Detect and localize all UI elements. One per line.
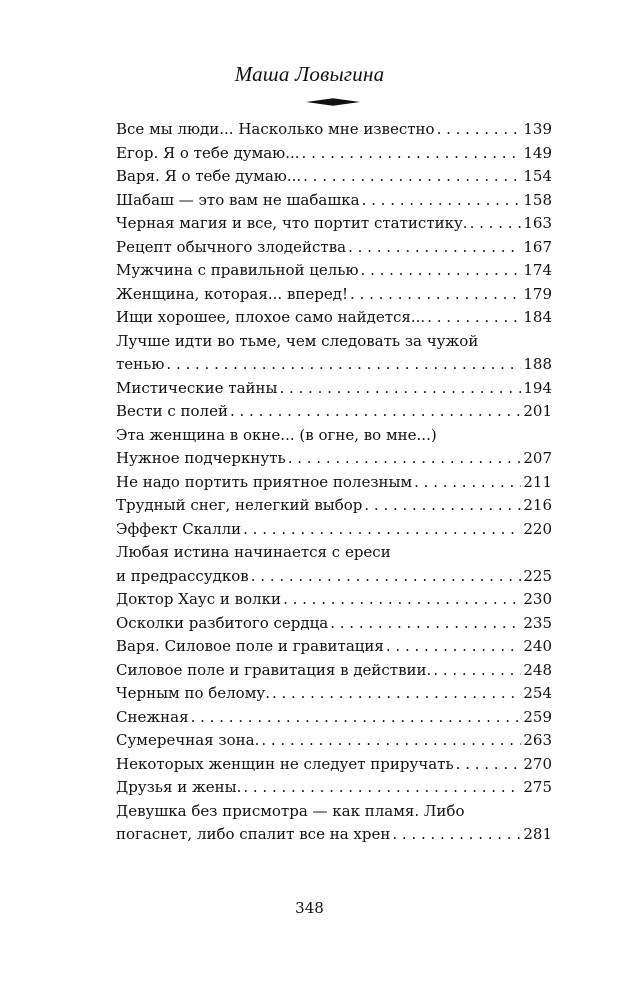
toc-line: [116, 776, 552, 800]
toc-entry-title: Друзья и жены.: [116, 778, 242, 796]
toc-line: [116, 400, 552, 424]
dot-leader: [361, 259, 522, 283]
toc-entry: [116, 330, 552, 377]
dot-leader: [279, 377, 521, 401]
toc-entry-title: Вести с полей: [116, 402, 228, 420]
toc-entry-title: Сумеречная зона.: [116, 731, 260, 749]
toc-line: [116, 142, 552, 166]
toc-entry: [116, 377, 552, 401]
toc-entry-title: Варя. Силовое поле и гравитация: [116, 637, 384, 655]
toc-line: [116, 706, 552, 730]
toc-line: [116, 753, 552, 777]
toc-page-number: 163: [523, 214, 552, 232]
dot-leader: [456, 753, 522, 777]
toc-entry-title: погаснет, либо спалит все на хрен: [116, 825, 391, 843]
toc-entry: [116, 212, 552, 236]
toc-page-number: 235: [523, 613, 552, 632]
toc-line: [116, 659, 552, 683]
toc-entry: [116, 471, 552, 495]
toc-entry: [116, 753, 552, 777]
toc-line: [116, 212, 552, 236]
toc-line: [116, 682, 552, 706]
toc-entry-title: Силовое поле и гравитация в действии.: [116, 660, 432, 679]
toc-page-number: 248: [523, 660, 552, 679]
toc-line: [116, 165, 552, 189]
toc-page-number: 259: [523, 707, 552, 726]
toc-line: [116, 189, 552, 213]
toc-entry-title: Рецепт обычного злодейства: [116, 237, 347, 256]
toc-page-number: 211: [523, 472, 552, 491]
toc-page-number: 149: [523, 143, 552, 162]
toc-entry-title: Женщина, которая... вперед!: [116, 284, 349, 303]
ornament-divider-icon: [306, 97, 360, 107]
dot-leader: [251, 565, 522, 589]
dot-leader: [261, 729, 521, 753]
toc-entry: [116, 306, 552, 330]
running-title: Маша Ловыгина: [234, 62, 385, 86]
toc-entry: [116, 776, 552, 800]
toc-line: [116, 494, 552, 518]
toc-entry-title: Нужное подчеркнуть: [116, 449, 286, 467]
toc-page-number: 188: [523, 355, 552, 373]
toc-entry: [116, 494, 552, 518]
dot-leader: [470, 212, 522, 236]
toc-entry-title: Все мы люди... Насколько мне известно: [116, 120, 435, 138]
toc-page-number: 207: [523, 449, 552, 467]
toc-page-number: 240: [523, 637, 552, 655]
dot-leader: [362, 189, 522, 213]
dot-leader: [272, 682, 521, 706]
toc-line: [116, 612, 552, 636]
toc-entry-title: Черная магия и все, что портит статистику.: [116, 214, 468, 232]
toc-entry-title: Лучше идти во тьме, чем следовать за чужой: [116, 331, 479, 350]
toc-line: [116, 447, 552, 471]
toc-page-number: 158: [523, 190, 552, 209]
toc-entry: [116, 118, 552, 142]
toc-entry-title: Шабаш — это вам не шабашка: [116, 190, 360, 209]
toc-entry-title: Доктор Хаус и волки: [116, 590, 282, 608]
toc-entry-title: Мужчина с правильной целью: [116, 261, 359, 279]
toc-entry: [116, 236, 552, 260]
toc-entry: [116, 706, 552, 730]
toc-entry: [116, 424, 552, 471]
toc-entry: [116, 283, 552, 307]
dot-leader: [330, 612, 521, 636]
toc-page-number: 281: [523, 825, 552, 843]
toc-page-number: 263: [523, 731, 552, 749]
toc-line: [116, 353, 552, 377]
toc-entry-title: Осколки разбитого сердца: [116, 613, 329, 632]
dot-leader: [191, 706, 522, 730]
dot-leader: [243, 776, 521, 800]
toc-page-number: 154: [523, 167, 552, 185]
toc-entry: [116, 800, 552, 847]
toc-entry: [116, 682, 552, 706]
toc-entry-title: Эта женщина в окне... (в огне, во мне...): [116, 425, 437, 444]
toc-page-number: 254: [523, 684, 552, 702]
toc-entry: [116, 189, 552, 213]
toc-page-number: 139: [523, 120, 552, 138]
toc-page-number: 201: [523, 402, 552, 420]
toc-entry-title: Трудный снег, нелегкий выбор: [116, 496, 363, 514]
toc-line: [116, 471, 552, 495]
dot-leader: [427, 306, 521, 330]
toc-line: [116, 729, 552, 753]
toc-page-number: 275: [523, 778, 552, 796]
toc-page-number: 220: [523, 519, 552, 538]
toc-entry-title: Егор. Я о тебе думаю...: [116, 143, 300, 162]
dot-leader: [433, 659, 521, 683]
toc-page-number: 174: [523, 261, 552, 279]
toc-page-number: 225: [523, 566, 552, 585]
toc-entry: [116, 259, 552, 283]
toc-line: [116, 588, 552, 612]
page-number: 348: [295, 899, 324, 917]
dot-leader: [437, 118, 522, 142]
toc-entry-title: Не надо портить приятное полезным: [116, 472, 413, 491]
toc-entry: [116, 165, 552, 189]
toc-entry: [116, 729, 552, 753]
dot-leader: [302, 142, 522, 166]
table-of-contents: [116, 118, 552, 847]
toc-entry-title: Любая истина начинается с ереси: [116, 543, 391, 561]
toc-entry-title: Ищи хорошее, плохое само найдется...: [116, 308, 426, 326]
dot-leader: [364, 494, 521, 518]
toc-page-number: 230: [523, 590, 552, 608]
toc-entry: [116, 588, 552, 612]
toc-page-number: 216: [523, 496, 552, 514]
toc-entry-title: Черным по белому.: [116, 684, 270, 702]
toc-entry: [116, 612, 552, 636]
toc-entry-title: и предрассудков: [116, 566, 249, 585]
dot-leader: [283, 588, 521, 612]
toc-entry-title: Мистические тайны: [116, 378, 278, 397]
toc-line: [116, 823, 552, 847]
toc-page-number: 167: [523, 237, 552, 256]
toc-line: [116, 377, 552, 401]
toc-entry-title: тенью: [116, 355, 165, 373]
toc-line: [116, 518, 552, 542]
toc-line: [116, 283, 552, 307]
dot-leader: [392, 823, 521, 847]
dot-leader: [386, 635, 521, 659]
toc-entry-title: Некоторых женщин не следует приручать: [116, 754, 454, 773]
dot-leader: [348, 236, 521, 260]
dot-leader: [414, 471, 521, 495]
toc-entry: [116, 541, 552, 588]
dot-leader: [303, 165, 521, 189]
toc-entry: [116, 659, 552, 683]
toc-entry-title: Снежная: [116, 707, 189, 726]
dot-leader: [350, 283, 521, 307]
dot-leader: [230, 400, 521, 424]
toc-entry: [116, 518, 552, 542]
dot-leader: [288, 447, 522, 471]
toc-line: [116, 635, 552, 659]
dot-leader: [166, 353, 521, 377]
toc-line: [116, 259, 552, 283]
toc-line: [116, 565, 552, 589]
toc-line: [116, 118, 552, 142]
toc-page-number: 184: [523, 308, 552, 326]
toc-page-number: 194: [523, 378, 552, 397]
toc-entry: [116, 142, 552, 166]
toc-entry-title: Девушка без присмотра — как пламя. Либо: [116, 801, 465, 820]
toc-entry: [116, 635, 552, 659]
toc-entry: [116, 400, 552, 424]
toc-entry-title: Эффект Скалли: [116, 519, 242, 538]
dot-leader: [243, 518, 521, 542]
toc-line: [116, 306, 552, 330]
toc-page-number: 179: [523, 284, 552, 303]
toc-line: [116, 236, 552, 260]
toc-page-number: 270: [523, 754, 552, 773]
toc-entry-title: Варя. Я о тебе думаю...: [116, 167, 302, 185]
